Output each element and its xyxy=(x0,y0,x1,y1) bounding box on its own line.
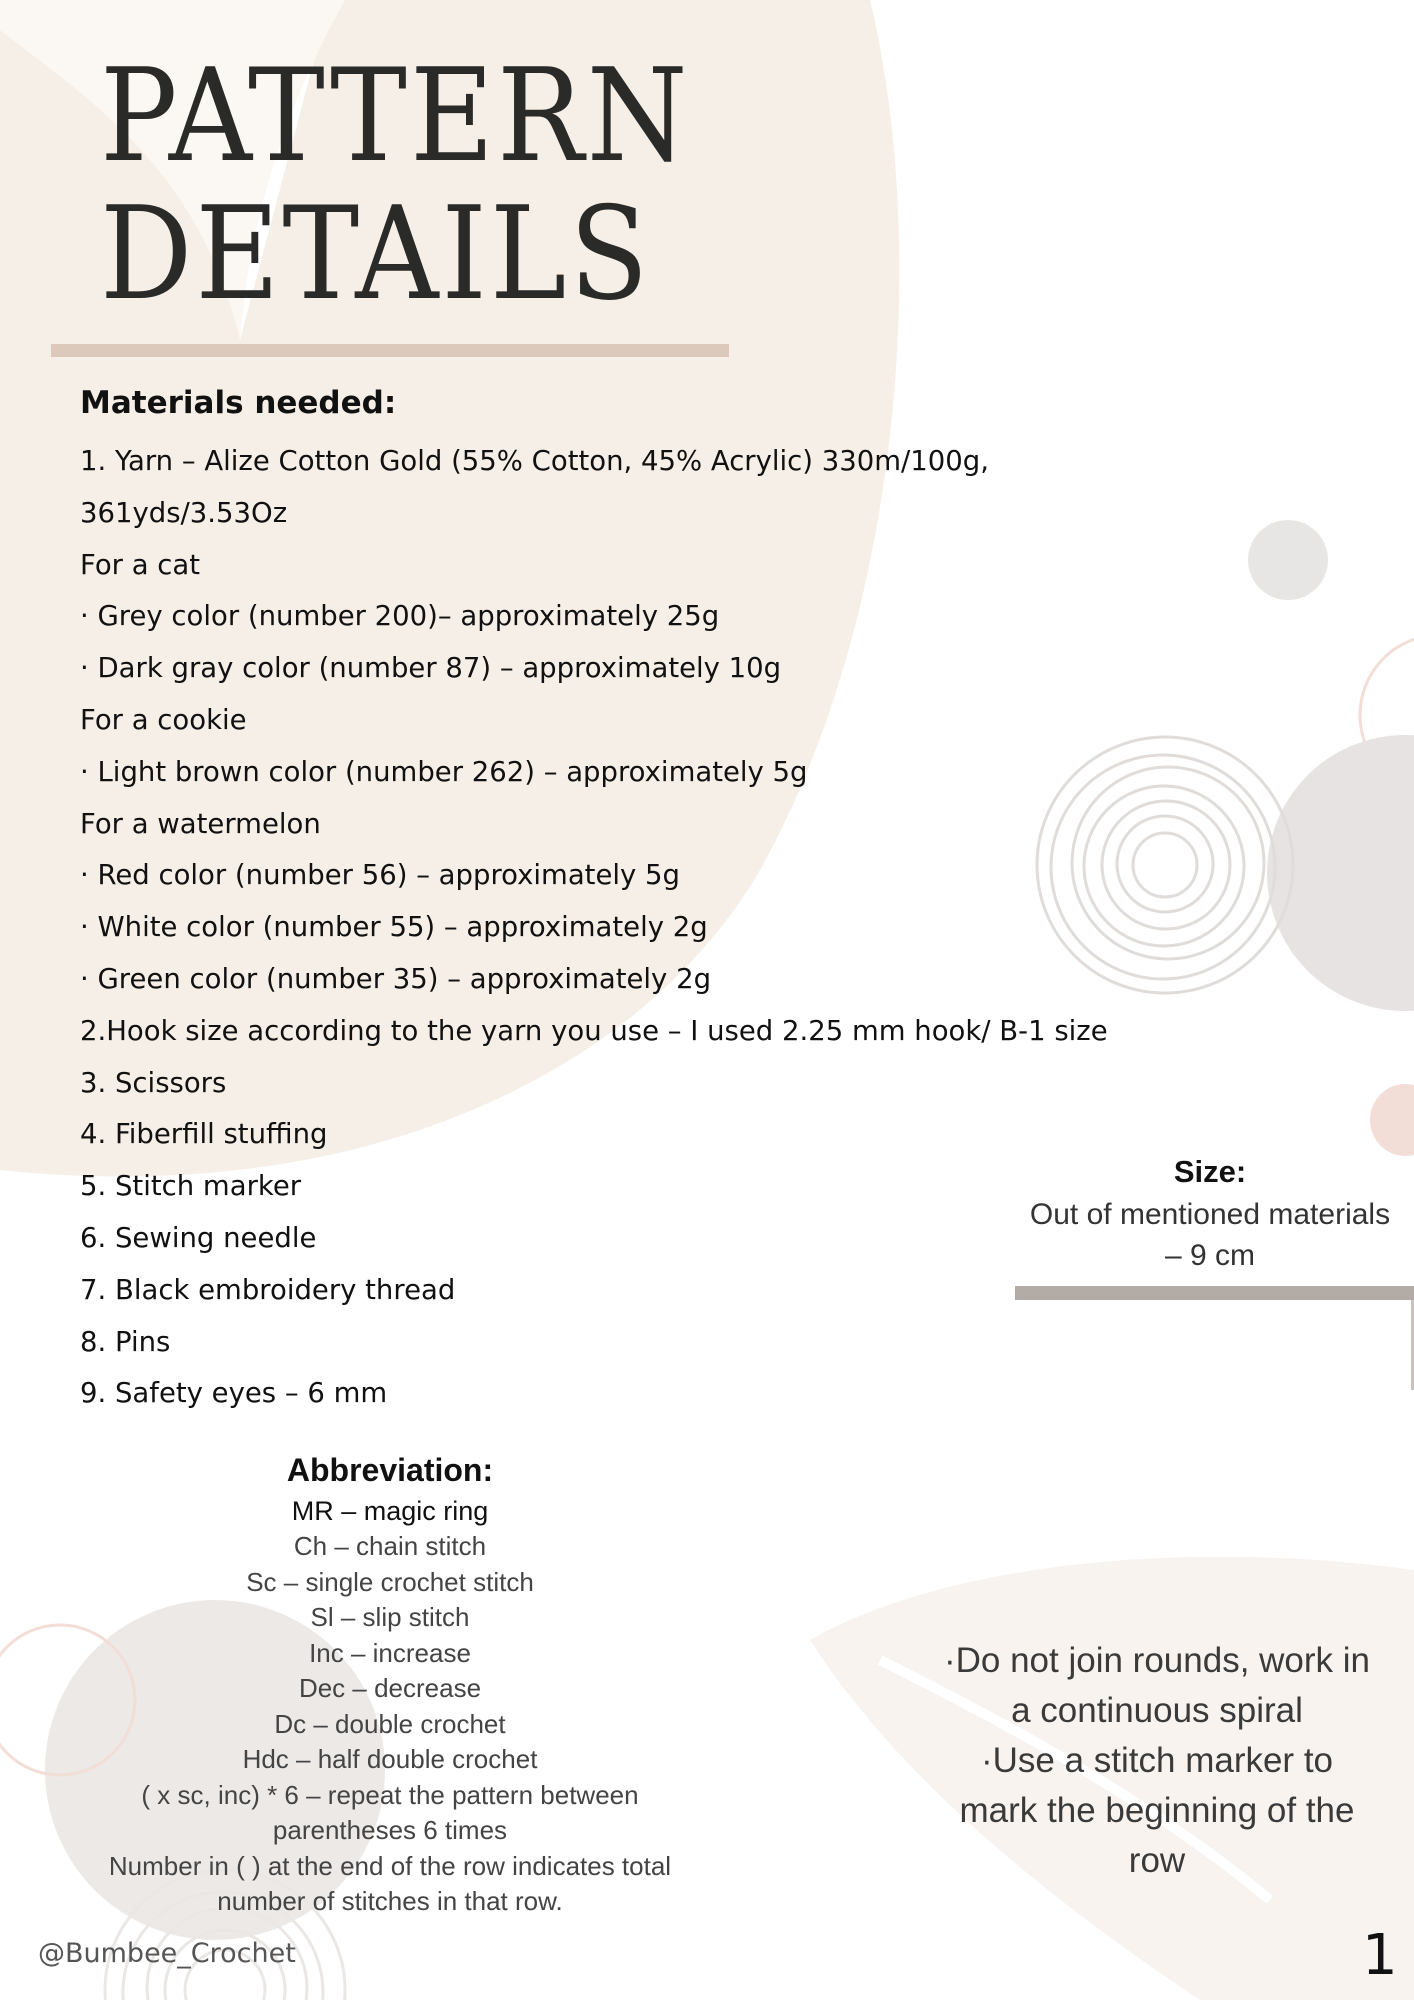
list-item: Ch – chain stitch xyxy=(293,1531,487,1561)
list-item: Hdc – half double crochet xyxy=(242,1744,538,1774)
size-underline xyxy=(1015,1286,1414,1300)
size-section xyxy=(1000,1150,1414,1276)
materials-heading: Materials needed: xyxy=(80,385,397,421)
list-item: 2.Hook size according to the yarn you use – I used 2.25 mm hook/ B-1 size xyxy=(80,1014,1108,1047)
title-line-1: PATTERN xyxy=(100,42,691,191)
list-item: For a watermelon xyxy=(80,807,321,840)
list-item: · Red color (number 56) – approximately 5g xyxy=(80,859,680,892)
list-item: · Light brown color (number 262) – approximately 5g xyxy=(80,755,808,788)
author-handle: @Bumbee_Crochet xyxy=(38,1938,296,1969)
list-item: · Grey color (number 200)– approximately 25g xyxy=(80,600,720,633)
materials-section xyxy=(80,380,1140,1420)
abbreviation-first-item: MR – magic ring xyxy=(291,1496,489,1526)
list-item: · Dark gray color (number 87) – approximately 10g xyxy=(80,652,782,685)
list-item: Dec – decrease xyxy=(298,1673,482,1703)
note-line: ·Do not join rounds, work in xyxy=(943,1641,1371,1680)
materials-list xyxy=(80,436,1140,1420)
list-item: 1. Yarn – Alize Cotton Gold (55% Cotton, 45% Acrylic) 330m/100g, xyxy=(80,445,989,477)
pink-blob xyxy=(1370,1084,1414,1156)
page-title xyxy=(100,42,691,329)
list-item: 8. Pins xyxy=(80,1325,171,1358)
list-item: Dc – double crochet xyxy=(274,1708,506,1739)
size-heading: Size: xyxy=(1173,1154,1247,1189)
list-item: ( x sc, inc) * 6 – repeat the pattern between xyxy=(141,1779,639,1810)
list-item: Sc – single crochet stitch xyxy=(246,1566,534,1597)
note-line: ·Use a stitch marker to xyxy=(980,1741,1334,1780)
note-line: a continuous spiral xyxy=(1011,1691,1303,1730)
abbreviation-heading: Abbreviation: xyxy=(286,1452,494,1488)
list-item: Number in ( ) at the end of the row indicates total xyxy=(108,1850,672,1881)
notes-section xyxy=(900,1636,1414,1886)
list-item: Sl – slip stitch xyxy=(310,1602,470,1632)
list-item: 3. Scissors xyxy=(80,1066,227,1099)
list-item: · Green color (number 35) – approximately 2g xyxy=(80,962,712,995)
grey-circle xyxy=(1267,735,1414,1011)
list-item: number of stitches in that row. xyxy=(217,1886,563,1916)
list-item: · White color (number 55) – approximately 2g xyxy=(80,911,708,944)
list-item: Inc – increase xyxy=(309,1637,471,1668)
title-line-2: DETAILS xyxy=(100,180,652,329)
abbreviation-section xyxy=(60,1447,720,1920)
list-item: 361yds/3.53Oz xyxy=(80,496,288,529)
note-line: mark the beginning of the xyxy=(959,1791,1355,1830)
list-item: parentheses 6 times xyxy=(272,1815,508,1845)
list-item: 5. Stitch marker xyxy=(80,1170,302,1203)
abbreviation-list xyxy=(60,1529,720,1920)
page-number: 1 xyxy=(1362,1923,1398,1988)
list-item: 9. Safety eyes – 6 mm xyxy=(80,1377,388,1410)
grey-dot xyxy=(1248,520,1328,600)
list-item: 4. Fiberfill stuffing xyxy=(80,1118,328,1151)
list-item: For a cookie xyxy=(80,703,247,736)
size-line-1: Out of mentioned materials xyxy=(1029,1198,1391,1231)
list-item: 6. Sewing needle xyxy=(80,1221,317,1254)
list-item: 7. Black embroidery thread xyxy=(80,1273,456,1306)
title-underline xyxy=(51,344,729,357)
size-line-2: – 9 cm xyxy=(1164,1239,1256,1272)
note-line: row xyxy=(1128,1841,1186,1880)
list-item: For a cat xyxy=(80,548,201,581)
